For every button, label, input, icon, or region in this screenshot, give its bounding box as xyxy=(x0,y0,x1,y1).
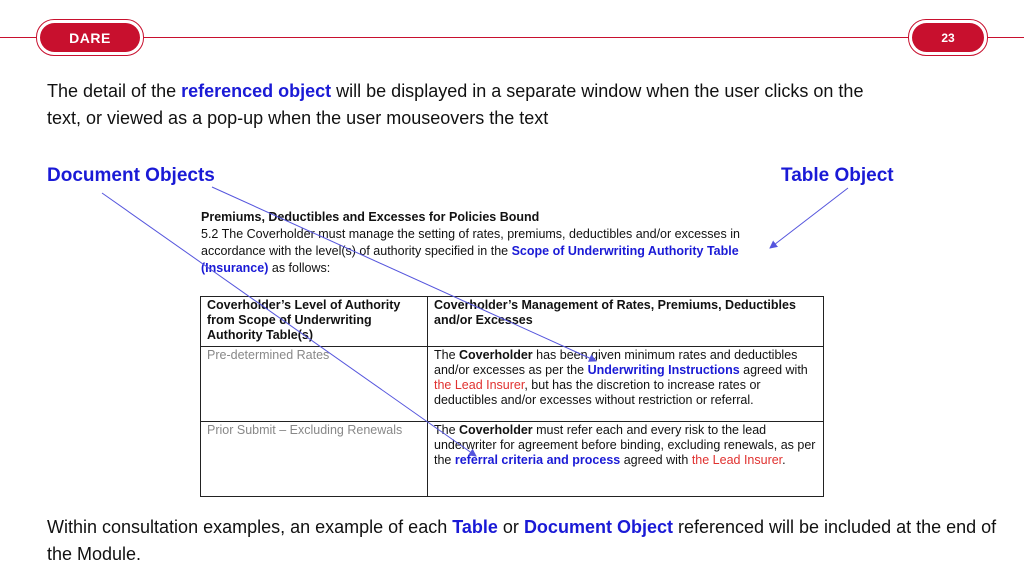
outro-table-word: Table xyxy=(452,517,498,537)
excerpt-text-end: as follows: xyxy=(268,261,331,275)
excerpt-text-start: 5.2 The Coverholder must manage the setting of rates, premiums, deductibles and/or excesses in accordance with the level(s) of authority specified in the xyxy=(201,227,740,258)
cell-text: agreed with xyxy=(739,363,808,377)
document-objects-label: Document Objects xyxy=(47,165,215,186)
referral-criteria-link[interactable]: referral criteria and process xyxy=(454,453,621,467)
arrow-table-object xyxy=(770,188,848,248)
underwriting-instructions-link[interactable]: Underwriting Instructions xyxy=(587,363,740,377)
cell-text: The xyxy=(434,423,460,437)
intro-part2: will be displayed in a separate window when the user clicks on the text, or viewed as a pop-up when the user mouseovers the text xyxy=(47,81,864,128)
coverholder-term: Coverholder xyxy=(459,348,533,362)
table-header-authority: Coverholder’s Level of Authority from Scope of Underwriting Authority Table(s) xyxy=(201,297,428,347)
arrow-document-objects-1 xyxy=(102,193,476,456)
outro-part1: Within consultation examples, an example of each xyxy=(47,517,453,537)
page-number: 23 xyxy=(912,23,984,52)
intro-part1: The detail of the xyxy=(47,81,182,101)
lead-insurer-term: the Lead Insurer xyxy=(434,378,525,392)
table-object-label: Table Object xyxy=(781,165,894,186)
cell-text: has been given minimum rates and deductibles and/or excesses as per the xyxy=(434,348,798,377)
coverholder-term: Coverholder xyxy=(459,423,533,437)
brand-label: DARE xyxy=(40,23,140,52)
outro-part2: or xyxy=(497,517,524,537)
outro-document-object-word: Document Object xyxy=(523,517,673,537)
table-cell-level: Prior Submit – Excluding Renewals xyxy=(201,422,428,497)
cell-text: , but has the discretion to increase rates or deductibles and/or excesses without restriction or referral. xyxy=(434,378,761,407)
cell-text: The xyxy=(434,348,460,362)
cell-text: . xyxy=(782,453,786,467)
cell-text: agreed with xyxy=(620,453,692,467)
excerpt-heading: Premiums, Deductibles and Excesses for Policies Bound xyxy=(201,210,540,224)
intro-highlight: referenced object xyxy=(181,81,332,101)
arrow-document-objects-2 xyxy=(212,187,596,361)
table-cell-level: Pre-determined Rates xyxy=(201,347,428,422)
cell-text: must refer each and every risk to the lead underwriter for agreement before binding, excluding renewals, as per the xyxy=(434,423,816,467)
table-header-management: Coverholder’s Management of Rates, Premiums, Deductibles and/or Excesses xyxy=(428,297,824,347)
scope-table-link[interactable]: Scope of Underwriting Authority Table (Insurance) xyxy=(201,244,739,275)
outro-text xyxy=(47,514,997,568)
outro-part3: referenced will be included at the end of the Module. xyxy=(47,517,997,564)
lead-insurer-term: the Lead Insurer xyxy=(691,453,783,467)
